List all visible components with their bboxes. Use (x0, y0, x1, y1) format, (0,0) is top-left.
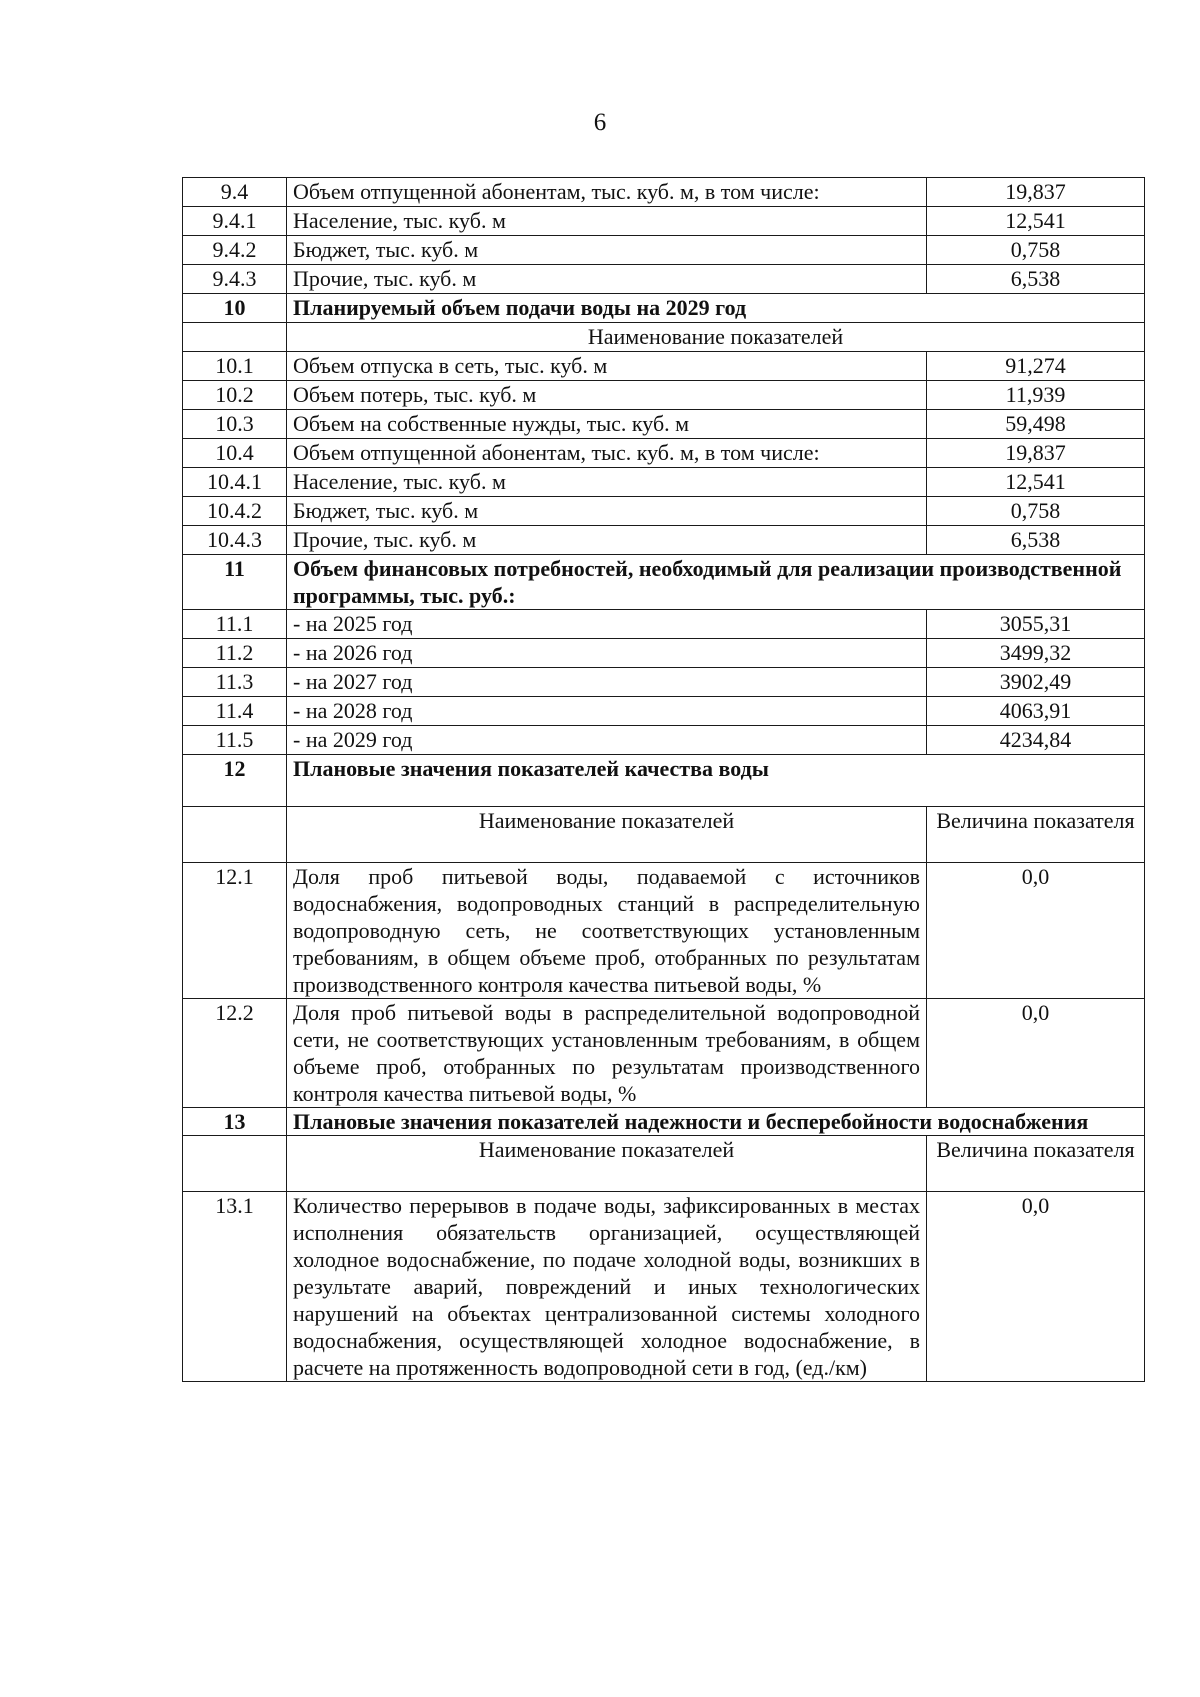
row-value: 91,274 (927, 352, 1145, 381)
row-value: 6,538 (927, 265, 1145, 294)
row-name: Объем отпуска в сеть, тыс. куб. м (287, 352, 927, 381)
row-name: - на 2029 год (287, 726, 927, 755)
section-id: 11 (183, 555, 287, 610)
column-header-value: Величина показателя (927, 807, 1145, 863)
row-id: 11.4 (183, 697, 287, 726)
row-name: - на 2028 год (287, 697, 927, 726)
table-row (183, 668, 1145, 697)
row-id: 11.5 (183, 726, 287, 755)
row-name: Население, тыс. куб. м (287, 468, 927, 497)
row-value: 12,541 (927, 207, 1145, 236)
row-id: 13.1 (183, 1192, 287, 1382)
row-value: 3499,32 (927, 639, 1145, 668)
table-row (183, 265, 1145, 294)
row-value: 12,541 (927, 468, 1145, 497)
row-name: - на 2027 год (287, 668, 927, 697)
column-header-row (183, 1136, 1145, 1192)
section-title: Плановые значения показателей качества воды (287, 755, 1145, 807)
row-value: 4063,91 (927, 697, 1145, 726)
row-value: 3902,49 (927, 668, 1145, 697)
row-id: 10.3 (183, 410, 287, 439)
section-header-row (183, 755, 1145, 807)
table-row (183, 381, 1145, 410)
row-id: 10.1 (183, 352, 287, 381)
row-name: - на 2025 год (287, 610, 927, 639)
row-value: 19,837 (927, 439, 1145, 468)
table-row (183, 639, 1145, 668)
section-header-row (183, 1108, 1145, 1136)
table-row (183, 526, 1145, 555)
section-title: Объем финансовых потребностей, необходимый для реализации производственной программы, тыс. руб.: (287, 555, 1145, 610)
empty-cell (183, 323, 287, 352)
row-value: 0,0 (927, 999, 1145, 1108)
section-id: 13 (183, 1108, 287, 1136)
table-row (183, 697, 1145, 726)
row-id: 9.4.3 (183, 265, 287, 294)
table-row (183, 207, 1145, 236)
table-row (183, 439, 1145, 468)
row-id: 10.4.1 (183, 468, 287, 497)
row-value: 59,498 (927, 410, 1145, 439)
row-id: 9.4.1 (183, 207, 287, 236)
row-name: - на 2026 год (287, 639, 927, 668)
table-row (183, 352, 1145, 381)
empty-cell (183, 807, 287, 863)
table-row (183, 726, 1145, 755)
row-name: Прочие, тыс. куб. м (287, 526, 927, 555)
row-value: 3055,31 (927, 610, 1145, 639)
row-name: Бюджет, тыс. куб. м (287, 497, 927, 526)
row-id: 12.1 (183, 863, 287, 999)
row-name: Доля проб питьевой воды в распределительной водопроводной сети, не соответствующих установленным требованиям, в общем объеме проб, отобранных по результатам производственного контроля качества питьевой воды, % (287, 999, 927, 1108)
row-name: Население, тыс. куб. м (287, 207, 927, 236)
section-header-row (183, 294, 1145, 323)
row-name: Доля проб питьевой воды, подаваемой с источников водоснабжения, водопроводных станций в распределительную водопроводную сеть, не соответствующих установленным требованиям, в общем объеме проб, отобранных по результатам производственного контроля качества питьевой воды, % (287, 863, 927, 999)
row-value: 0,0 (927, 1192, 1145, 1382)
column-header-name: Наименование показателей (287, 1136, 927, 1192)
section-title: Плановые значения показателей надежности и бесперебойности водоснабжения (287, 1108, 1145, 1136)
row-name: Объем отпущенной абонентам, тыс. куб. м, в том числе: (287, 178, 927, 207)
column-header-name: Наименование показателей (287, 807, 927, 863)
row-id: 11.2 (183, 639, 287, 668)
table-row (183, 236, 1145, 265)
table-row (183, 178, 1145, 207)
page-number: 6 (593, 109, 607, 136)
row-id: 10.4.3 (183, 526, 287, 555)
row-id: 9.4.2 (183, 236, 287, 265)
column-header-row (183, 807, 1145, 863)
row-value: 0,758 (927, 236, 1145, 265)
table-row (183, 1192, 1145, 1382)
row-id: 9.4 (183, 178, 287, 207)
table-row (183, 468, 1145, 497)
column-header-row (183, 323, 1145, 352)
row-value: 6,538 (927, 526, 1145, 555)
section-title: Планируемый объем подачи воды на 2029 год (287, 294, 1145, 323)
row-id: 11.1 (183, 610, 287, 639)
table-row (183, 610, 1145, 639)
section-id: 10 (183, 294, 287, 323)
row-name: Объем потерь, тыс. куб. м (287, 381, 927, 410)
table-row (183, 410, 1145, 439)
row-id: 12.2 (183, 999, 287, 1108)
table-row (183, 497, 1145, 526)
row-name: Количество перерывов в подаче воды, зафиксированных в местах исполнения обязательств организацией, осуществляющей холодное водоснабжение, по подаче холодной воды, возникших в результате аварий, повреждений и иных технологических нарушений на объектах централизованной системы холодного водоснабжения, осуществляющей холодное водоснабжение, в расчете на протяженность водопроводной сети в год, (ед./км) (287, 1192, 927, 1382)
column-header-name: Наименование показателей (287, 323, 1145, 352)
row-value: 4234,84 (927, 726, 1145, 755)
row-id: 10.4 (183, 439, 287, 468)
row-name: Объем на собственные нужды, тыс. куб. м (287, 410, 927, 439)
row-name: Бюджет, тыс. куб. м (287, 236, 927, 265)
row-value: 11,939 (927, 381, 1145, 410)
row-value: 19,837 (927, 178, 1145, 207)
row-id: 11.3 (183, 668, 287, 697)
row-name: Прочие, тыс. куб. м (287, 265, 927, 294)
indicators-table (182, 177, 1145, 1382)
row-id: 10.4.2 (183, 497, 287, 526)
row-name: Объем отпущенной абонентам, тыс. куб. м, в том числе: (287, 439, 927, 468)
row-id: 10.2 (183, 381, 287, 410)
section-id: 12 (183, 755, 287, 807)
row-value: 0,0 (927, 863, 1145, 999)
column-header-value: Величина показателя (927, 1136, 1145, 1192)
empty-cell (183, 1136, 287, 1192)
table-row (183, 863, 1145, 999)
table-row (183, 999, 1145, 1108)
section-header-row (183, 555, 1145, 610)
row-value: 0,758 (927, 497, 1145, 526)
